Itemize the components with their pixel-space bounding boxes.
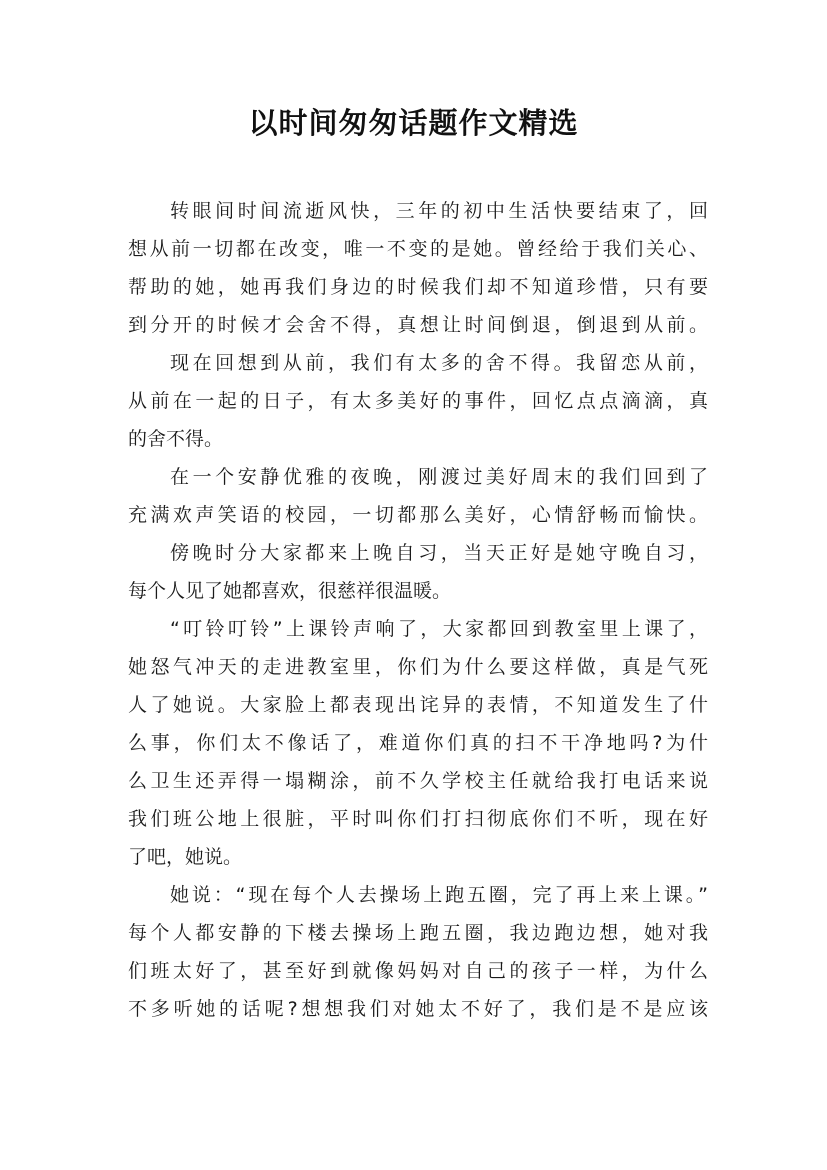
text-line: 帮助的她，她再我们身边的时候我们却不知道珍惜，只有要 (128, 276, 708, 298)
text-line: 不多听她的话呢?想想我们对她太不好了，我们是不是应该 (128, 998, 708, 1020)
text-line: 充满欢声笑语的校园，一切都那么美好，心情舒畅而愉快。 (128, 504, 708, 526)
text-line: 从前在一起的日子，有太多美好的事件，回忆点点滴滴，真 (128, 390, 708, 412)
text-line: 每个人都安静的下楼去操场上跑五圈，我边跑边想，她对我 (128, 922, 708, 944)
document-body (128, 192, 708, 1028)
text-line: 在一个安静优雅的夜晚，刚渡过美好周末的我们回到了 (170, 466, 708, 488)
text-line: 转眼间时间流逝风快，三年的初中生活快要结束了，回 (170, 200, 708, 222)
text-line: 了吧，她说。 (128, 846, 243, 868)
text-line: 们班太好了，甚至好到就像妈妈对自己的孩子一样，为什么 (128, 960, 708, 982)
text-line: 想从前一切都在改变，唯一不变的是她。曾经给于我们关心、 (128, 238, 708, 260)
text-line: 傍晚时分大家都来上晚自习，当天正好是她守晚自习， (170, 542, 708, 564)
text-line: 她怒气冲天的走进教室里，你们为什么要这样做，真是气死 (128, 656, 708, 678)
document-title: 以时间匆匆话题作文精选 (248, 106, 579, 140)
text-line: “叮铃叮铃”上课铃声响了，大家都回到教室里上课了， (170, 618, 708, 640)
text-line: 她说：“现在每个人去操场上跑五圈，完了再上来上课。” (170, 884, 708, 906)
text-line: 到分开的时候才会舍不得，真想让时间倒退，倒退到从前。 (128, 314, 708, 336)
text-line: 我们班公地上很脏，平时叫你们打扫彻底你们不听，现在好 (128, 808, 708, 830)
text-line: 人了她说。大家脸上都表现出诧异的表情，不知道发生了什 (128, 694, 708, 716)
text-line: 每个人见了她都喜欢，很慈祥很温暖。 (128, 580, 452, 602)
text-line: 么卫生还弄得一塌糊涂，前不久学校主任就给我打电话来说 (128, 770, 708, 792)
text-line: 现在回想到从前，我们有太多的舍不得。我留恋从前， (170, 352, 708, 374)
text-line: 的舍不得。 (128, 428, 224, 450)
text-line: 么事，你们太不像话了，难道你们真的扫不干净地吗?为什 (128, 732, 708, 754)
